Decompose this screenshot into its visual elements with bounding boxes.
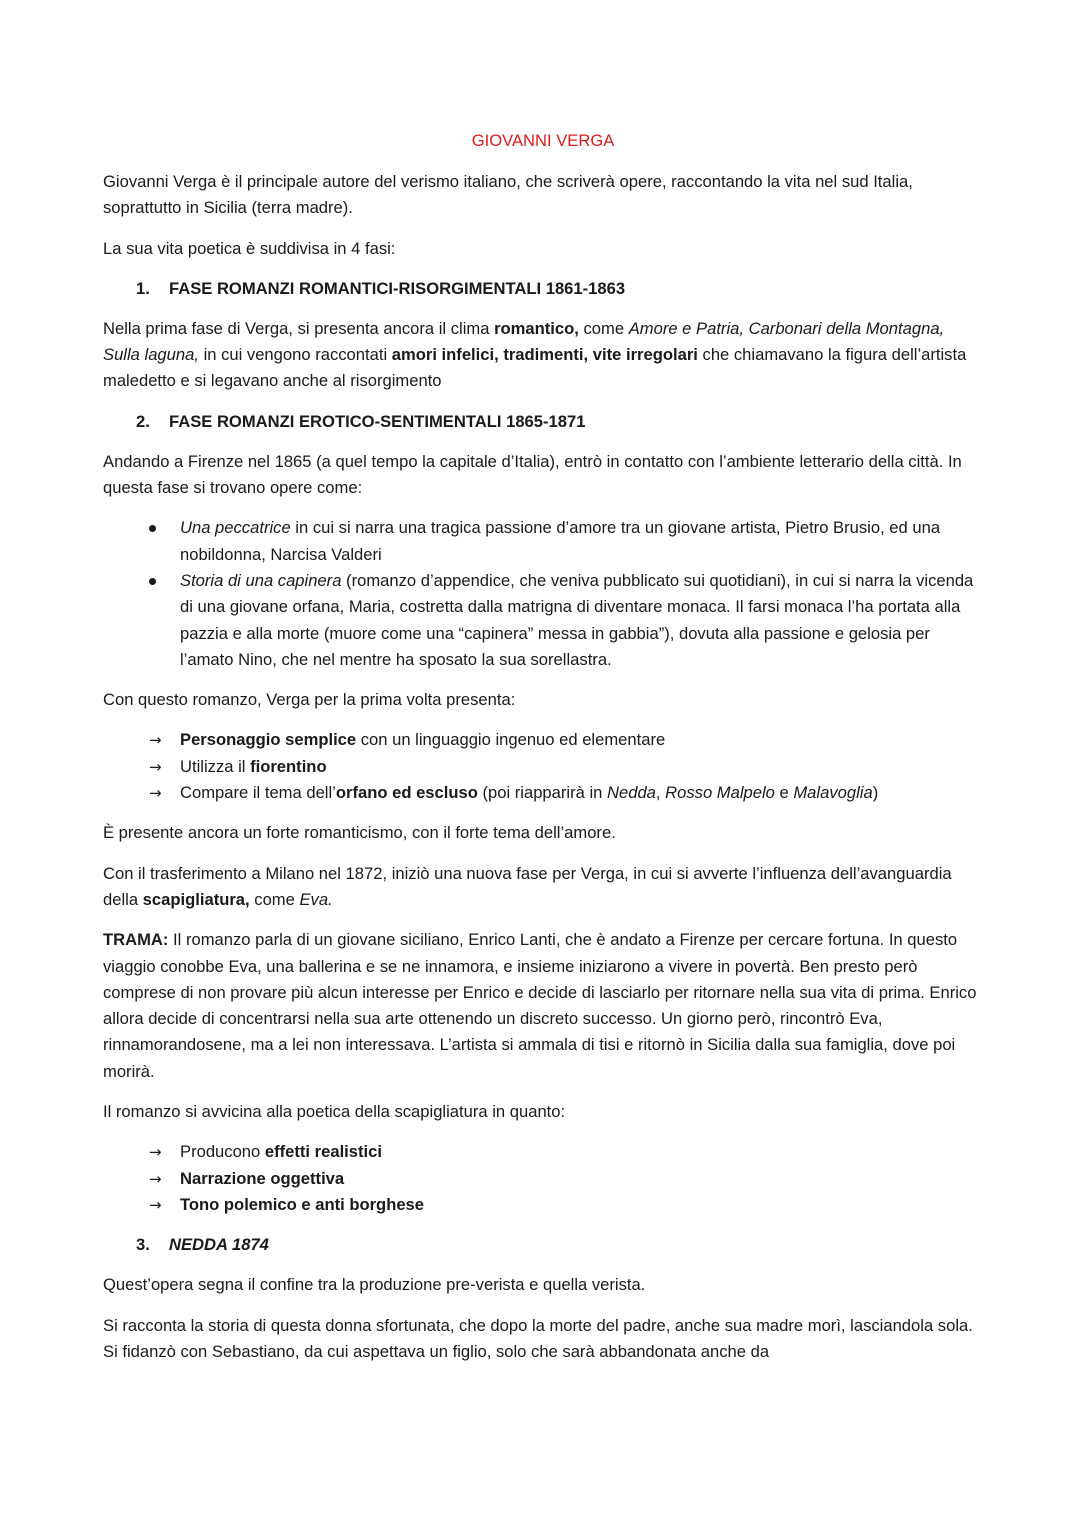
nedda-story-paragraph: Si racconta la storia di questa donna sfortunata, che dopo la morte del padre, anche sua madre morì, lasciandola sola. Si fidanzò con Sebastiano, da cui aspettava un figlio, solo che sarà abbandonata anche da <box>103 1315 973 1361</box>
italic-run: Nedda <box>607 783 656 803</box>
list-item <box>103 1192 983 1218</box>
intro-paragraph: Giovanni Verga è il principale autore del verismo italiano, che scriverà opere, raccontando la vita nel sud Italia, soprattutto in Sicilia (terra madre). <box>103 172 913 218</box>
bold-run: effetti realistici <box>264 1142 382 1162</box>
list-item <box>103 754 983 780</box>
phase1-paragraph <box>103 316 983 395</box>
works-list <box>103 515 983 673</box>
text-run: in cui si narra una tragica passione d’amore tra un giovane artista, Pietro Brusio, ed una nobildonna, Narcisa Valderi <box>180 518 941 564</box>
features-list <box>103 727 983 806</box>
phase2-heading <box>136 409 983 435</box>
text-run: Con il trasferimento a Milano nel 1872, iniziò una nuova fase per Verga, in cui si avverte l’influenza dell’avanguardia della <box>103 863 952 909</box>
trama-paragraph <box>103 927 983 1085</box>
phase3-paragraph: Quest’opera segna il confine tra la produzione pre-verista e quella verista. <box>103 1275 646 1295</box>
italic-run: Malavoglia <box>793 783 873 803</box>
arrow-right-icon: → <box>149 757 162 776</box>
scapigliatura-list <box>103 1139 983 1218</box>
text-run: (romanzo d’appendice, che veniva pubblicato sui quotidiani), in cui si narra la vicenda di una giovane orfana, Maria, costretta dalla matrigna di diventare monaca. Il farsi monaca l’ha portata alla pazzia e alla morte (muore come una “capinera” messa in gabbia”), dovuta alla passione e gelosia per l’amato Nino, che nel mentre ha sposato la sua sorellastra. <box>180 570 974 669</box>
text-run: come <box>578 318 629 338</box>
phase1-number: 1. <box>136 278 150 298</box>
bold-run: orfano ed escluso <box>335 783 478 803</box>
phase2-features-intro: Con questo romanzo, Verga per la prima volta presenta: <box>103 690 516 710</box>
italic-run: Amore e Patria, Carbonari della Montagna, Sulla laguna, <box>103 318 945 365</box>
trama-label: TRAMA: <box>103 930 169 950</box>
arrow-right-icon: → <box>149 731 162 750</box>
text-run: (poi riapparirà in <box>477 783 607 803</box>
text-run: , <box>655 783 666 803</box>
bold-run: amori infelici, tradimenti, vite irregolari <box>391 345 698 365</box>
phase3-title: NEDDA 1874 <box>169 1235 269 1255</box>
bold-run: Personaggio semplice <box>180 730 357 750</box>
text-run: come <box>249 889 300 909</box>
text-run: Compare il tema dell’ <box>180 783 336 803</box>
text-run: Nella prima fase di Verga, si presenta ancora il clima <box>103 318 495 338</box>
work-title: Storia di una capinera <box>180 570 342 590</box>
work-title: Una peccatrice <box>180 518 291 538</box>
phase1-title: FASE ROMANZI ROMANTICI-RISORGIMENTALI 1861-1863 <box>169 278 626 298</box>
list-item <box>103 1139 983 1165</box>
list-item <box>103 515 983 568</box>
bold-run: Narrazione oggettiva <box>180 1168 345 1188</box>
bold-run: Tono polemico e anti borghese <box>180 1194 425 1214</box>
arrow-right-icon: → <box>149 1169 162 1188</box>
list-item <box>103 1166 983 1192</box>
arrow-right-icon: → <box>149 1195 162 1214</box>
bold-run: fiorentino <box>250 756 327 776</box>
text-run: con un linguaggio ingenuo ed elementare <box>356 730 666 750</box>
text-run: Producono <box>180 1142 265 1162</box>
text-run: Il romanzo parla di un giovane siciliano, Enrico Lanti, che è andato a Firenze per cercare fortuna. In questo viaggio conobbe Eva, una ballerina e se ne innamora, e insieme iniziarono a vivere in povertà. Ben presto però comprese di non provare più alcun interesse per Enrico e decide di lasciarlo per ritornare nella sua vita di prima. Enrico allora decide di concentrarsi nella sua arte ottenendo un discreto successo. Un giorno però, rincontrò Eva, rinnamorandosene, ma a lei non interessava. L’artista si ammala di tisi e ritornò in Sicilia dalla sua famiglia, dove poi morirà. <box>103 930 977 1081</box>
text-run: che chiamavano la figura dell’artista maledetto e si legavano anche al risorgimento <box>103 345 967 391</box>
text-run: e <box>774 783 794 803</box>
bold-run: romantico, <box>494 318 579 338</box>
phase2-number: 2. <box>136 411 150 431</box>
phases-intro: La sua vita poetica è suddivisa in 4 fasi: <box>103 238 396 258</box>
phase1-heading <box>136 276 983 302</box>
list-item <box>103 727 983 753</box>
phase2-title: FASE ROMANZI EROTICO-SENTIMENTALI 1865-1871 <box>169 411 586 431</box>
text-run: Utilizza il <box>180 756 251 776</box>
romanticism-paragraph: È presente ancora un forte romanticismo, con il forte tema dell’amore. <box>103 823 616 843</box>
phase3-number: 3. <box>136 1235 150 1255</box>
list-item <box>103 780 983 806</box>
arrow-right-icon: → <box>149 784 162 803</box>
phase2-paragraph: Andando a Firenze nel 1865 (a quel tempo la capitale d’Italia), entrò in contatto con l’ambiente letterario della città. In questa fase si trovano opere come: <box>103 451 962 498</box>
bold-run: scapigliatura, <box>142 889 250 909</box>
phase3-heading <box>136 1232 983 1258</box>
italic-run: Eva. <box>299 889 333 909</box>
arrow-right-icon: → <box>149 1143 162 1162</box>
text-run: in cui vengono raccontati <box>198 345 392 365</box>
document-title: GIOVANNI VERGA <box>471 131 615 150</box>
milan-paragraph <box>103 861 983 914</box>
scapigliatura-intro: Il romanzo si avvicina alla poetica della scapigliatura in quanto: <box>103 1102 566 1122</box>
text-run: ) <box>872 783 879 803</box>
document-page <box>103 128 983 1379</box>
list-item <box>103 568 983 673</box>
italic-run: Rosso Malpelo <box>665 783 775 803</box>
